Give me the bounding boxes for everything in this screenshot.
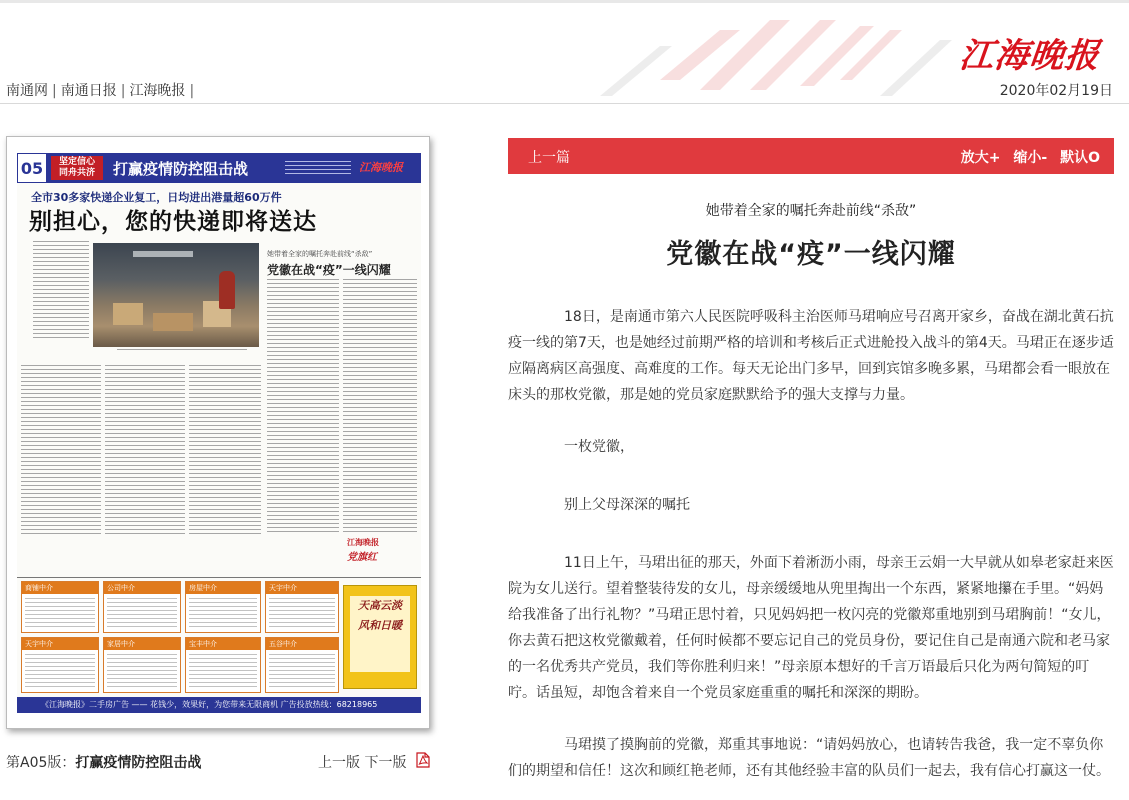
ad-lines [189, 598, 257, 629]
party-stamp [347, 537, 411, 561]
classified-ad[interactable] [103, 637, 181, 693]
link-nantong-net[interactable]: 南通网 [6, 83, 48, 99]
text-column[interactable] [189, 365, 261, 535]
ad-separator [17, 577, 421, 578]
page-label [6, 752, 201, 772]
article-paragraph: 11日上午，马珺出征的那天，外面下着淅沥小雨，母亲王云娟一大早就从如皋老家赶来医院为女儿送行。望着整装待发的女儿，母亲缓缓地从兜里掏出一个东西，紧紧地攥在手里。“妈妈给我准备了出行礼物？”马珺正思忖着，只见妈妈把一枚闪亮的党徽郑重地别到马珺胸前！“女儿，你去黄石把这枚党徽戴着，任何时候都不要忘记自己的党员身份，要记住自己是南通六院和老马家的一名优秀共产党员，我们等你胜利归来！”母亲原本想好的千言万语最后只化为两句简短的叮咛。话虽短，却饱含着来自一个党员家庭重重的嘱托和深深的期盼。 [508, 555, 1114, 701]
zoom-out-button[interactable]: 缩小- [1013, 150, 1048, 166]
featured-ad-calligraphy [350, 596, 410, 672]
classified-ad[interactable] [265, 637, 339, 693]
slogan-line-1: 坚定信心 [58, 157, 95, 167]
header-decoration [540, 10, 980, 100]
classified-ad[interactable] [103, 581, 181, 633]
featured-ad-line-2: 风和日暖 [358, 619, 402, 632]
featured-ad-line-1: 天高云淡 [358, 599, 402, 612]
ad-lines [269, 598, 335, 629]
page-navigation [318, 752, 406, 772]
banner-logo: 江海晚报 [359, 161, 403, 174]
banner-meta-text [285, 161, 355, 175]
stamp-line-2: 党旗红 [347, 552, 377, 563]
ad-lines [25, 598, 95, 629]
photo-parcel [153, 313, 193, 331]
site-header [0, 0, 1129, 110]
photo-caption [117, 349, 247, 353]
meta-lines [285, 161, 351, 175]
page-label-prefix: 第A05版： [6, 755, 76, 771]
stamp-line-1: 江海晚报 [347, 538, 379, 547]
news-photo[interactable] [93, 243, 259, 347]
site-links [6, 80, 198, 100]
newspaper-footer-ad: 《江海晚报》二手房广告 —— 花钱少，效果好，为您带来无限商机 广告投放热线：68218965 [17, 697, 421, 713]
lead-text-block [33, 241, 89, 339]
thumb-headline[interactable]: 别担心，您的快递即将送达 [29, 209, 317, 235]
ad-lines [107, 598, 177, 629]
ad-title: 宝丰中介 [186, 638, 260, 650]
link-jianghai-evening[interactable]: 江海晚报 [129, 83, 186, 99]
article-toolbar [508, 138, 1114, 174]
ad-title: 公司中介 [104, 582, 180, 594]
header-divider [0, 103, 1129, 104]
ad-title: 家居中介 [104, 638, 180, 650]
text-column[interactable] [343, 279, 417, 533]
page-banner [17, 153, 421, 183]
article-paragraph: 一枚党徽， [564, 439, 634, 455]
text-column[interactable] [21, 365, 101, 535]
page-number: 05 [17, 153, 47, 183]
page-label-title: 打赢疫情防控阻击战 [75, 755, 202, 771]
prev-page-link[interactable]: 上一版 [318, 755, 360, 771]
slogan-line-2: 同舟共济 [58, 168, 95, 178]
link-separator: | [52, 83, 57, 99]
link-separator: | [189, 83, 195, 99]
ad-lines [269, 654, 335, 689]
ad-title: 商铺中介 [22, 582, 98, 594]
classified-ad[interactable] [185, 637, 261, 693]
link-separator: | [120, 83, 126, 99]
newspaper-page [17, 153, 421, 713]
ad-lines [189, 654, 257, 689]
photo-parcel [113, 303, 143, 325]
caption-line [117, 349, 247, 353]
classified-ad[interactable] [265, 581, 339, 633]
ad-title: 天宇中介 [266, 582, 338, 594]
site-logo[interactable]: 江海晚报 [957, 36, 1102, 76]
text-column[interactable] [267, 279, 339, 535]
article-paragraph: 别上父母深深的嘱托 [564, 497, 690, 513]
pdf-icon[interactable] [416, 752, 430, 768]
next-page-link[interactable]: 下一版 [364, 755, 407, 771]
thumb-side-article-subtitle[interactable]: 她带着全家的嘱托奔赴前线“杀敌” [267, 250, 373, 258]
link-nantong-daily[interactable]: 南通日报 [60, 83, 117, 99]
article-paragraph: 马珺摸了摸胸前的党徽，郑重其事地说：“请妈妈放心，也请转告我爸，我一定不辜负你们的期望和信任！这次和顾红艳老师，还有其他经验丰富的队员们一起去，我有信心打赢这一仗。 [508, 737, 1110, 779]
slogan-tag [51, 156, 103, 180]
ad-title: 五谷中介 [266, 638, 338, 650]
header-top-border [0, 0, 1129, 3]
ad-title: 房屋中介 [186, 582, 260, 594]
featured-ad[interactable] [343, 585, 417, 689]
thumb-side-article-title[interactable]: 党徽在战“疫”一线闪耀 [267, 263, 391, 277]
photo-person [219, 271, 235, 309]
reset-size-button[interactable]: 默认O [1060, 150, 1100, 166]
photo-light [133, 251, 193, 257]
article-subtitle: 她带着全家的嘱托奔赴前线“杀敌” [705, 203, 917, 219]
prev-article-link[interactable]: 上一篇 [528, 150, 570, 166]
issue-date: 2020年02月19日 [999, 83, 1113, 99]
zoom-in-button[interactable]: 放大+ [960, 150, 1001, 166]
ad-lines [107, 654, 177, 689]
article-paragraph: 18日，是南通市第六人民医院呼吸科主治医师马珺响应号召离开家乡，奋战在湖北黄石抗疫一线的第7天，也是她经过前期严格的培训和考核后正式进舱投入战斗的第4天。马珺正在逐步适应隔离病区高强度、高难度的工作。每天无论出门多早，回到宾馆多晚多累，马珺都会看一眼放在床头的那枚党徽，那是她的党员家庭默默给予的强大支撑与力量。 [508, 309, 1114, 403]
classified-ad[interactable] [21, 581, 99, 633]
article-title: 党徽在战“疫”一线闪耀 [666, 239, 956, 270]
thumb-subheadline[interactable]: 全市30多家快递企业复工，日均进出港量超60万件 [31, 191, 282, 204]
text-size-tools [953, 147, 1100, 167]
newspaper-page-thumbnail[interactable] [6, 136, 430, 729]
lead-lines [33, 241, 89, 339]
article-body [508, 304, 1114, 784]
text-column[interactable] [105, 365, 185, 535]
section-title: 打赢疫情防控阻击战 [113, 160, 249, 178]
ad-lines [25, 654, 95, 689]
classified-ad[interactable] [185, 581, 261, 633]
classified-ad[interactable] [21, 637, 99, 693]
ad-title: 天宇中介 [22, 638, 98, 650]
